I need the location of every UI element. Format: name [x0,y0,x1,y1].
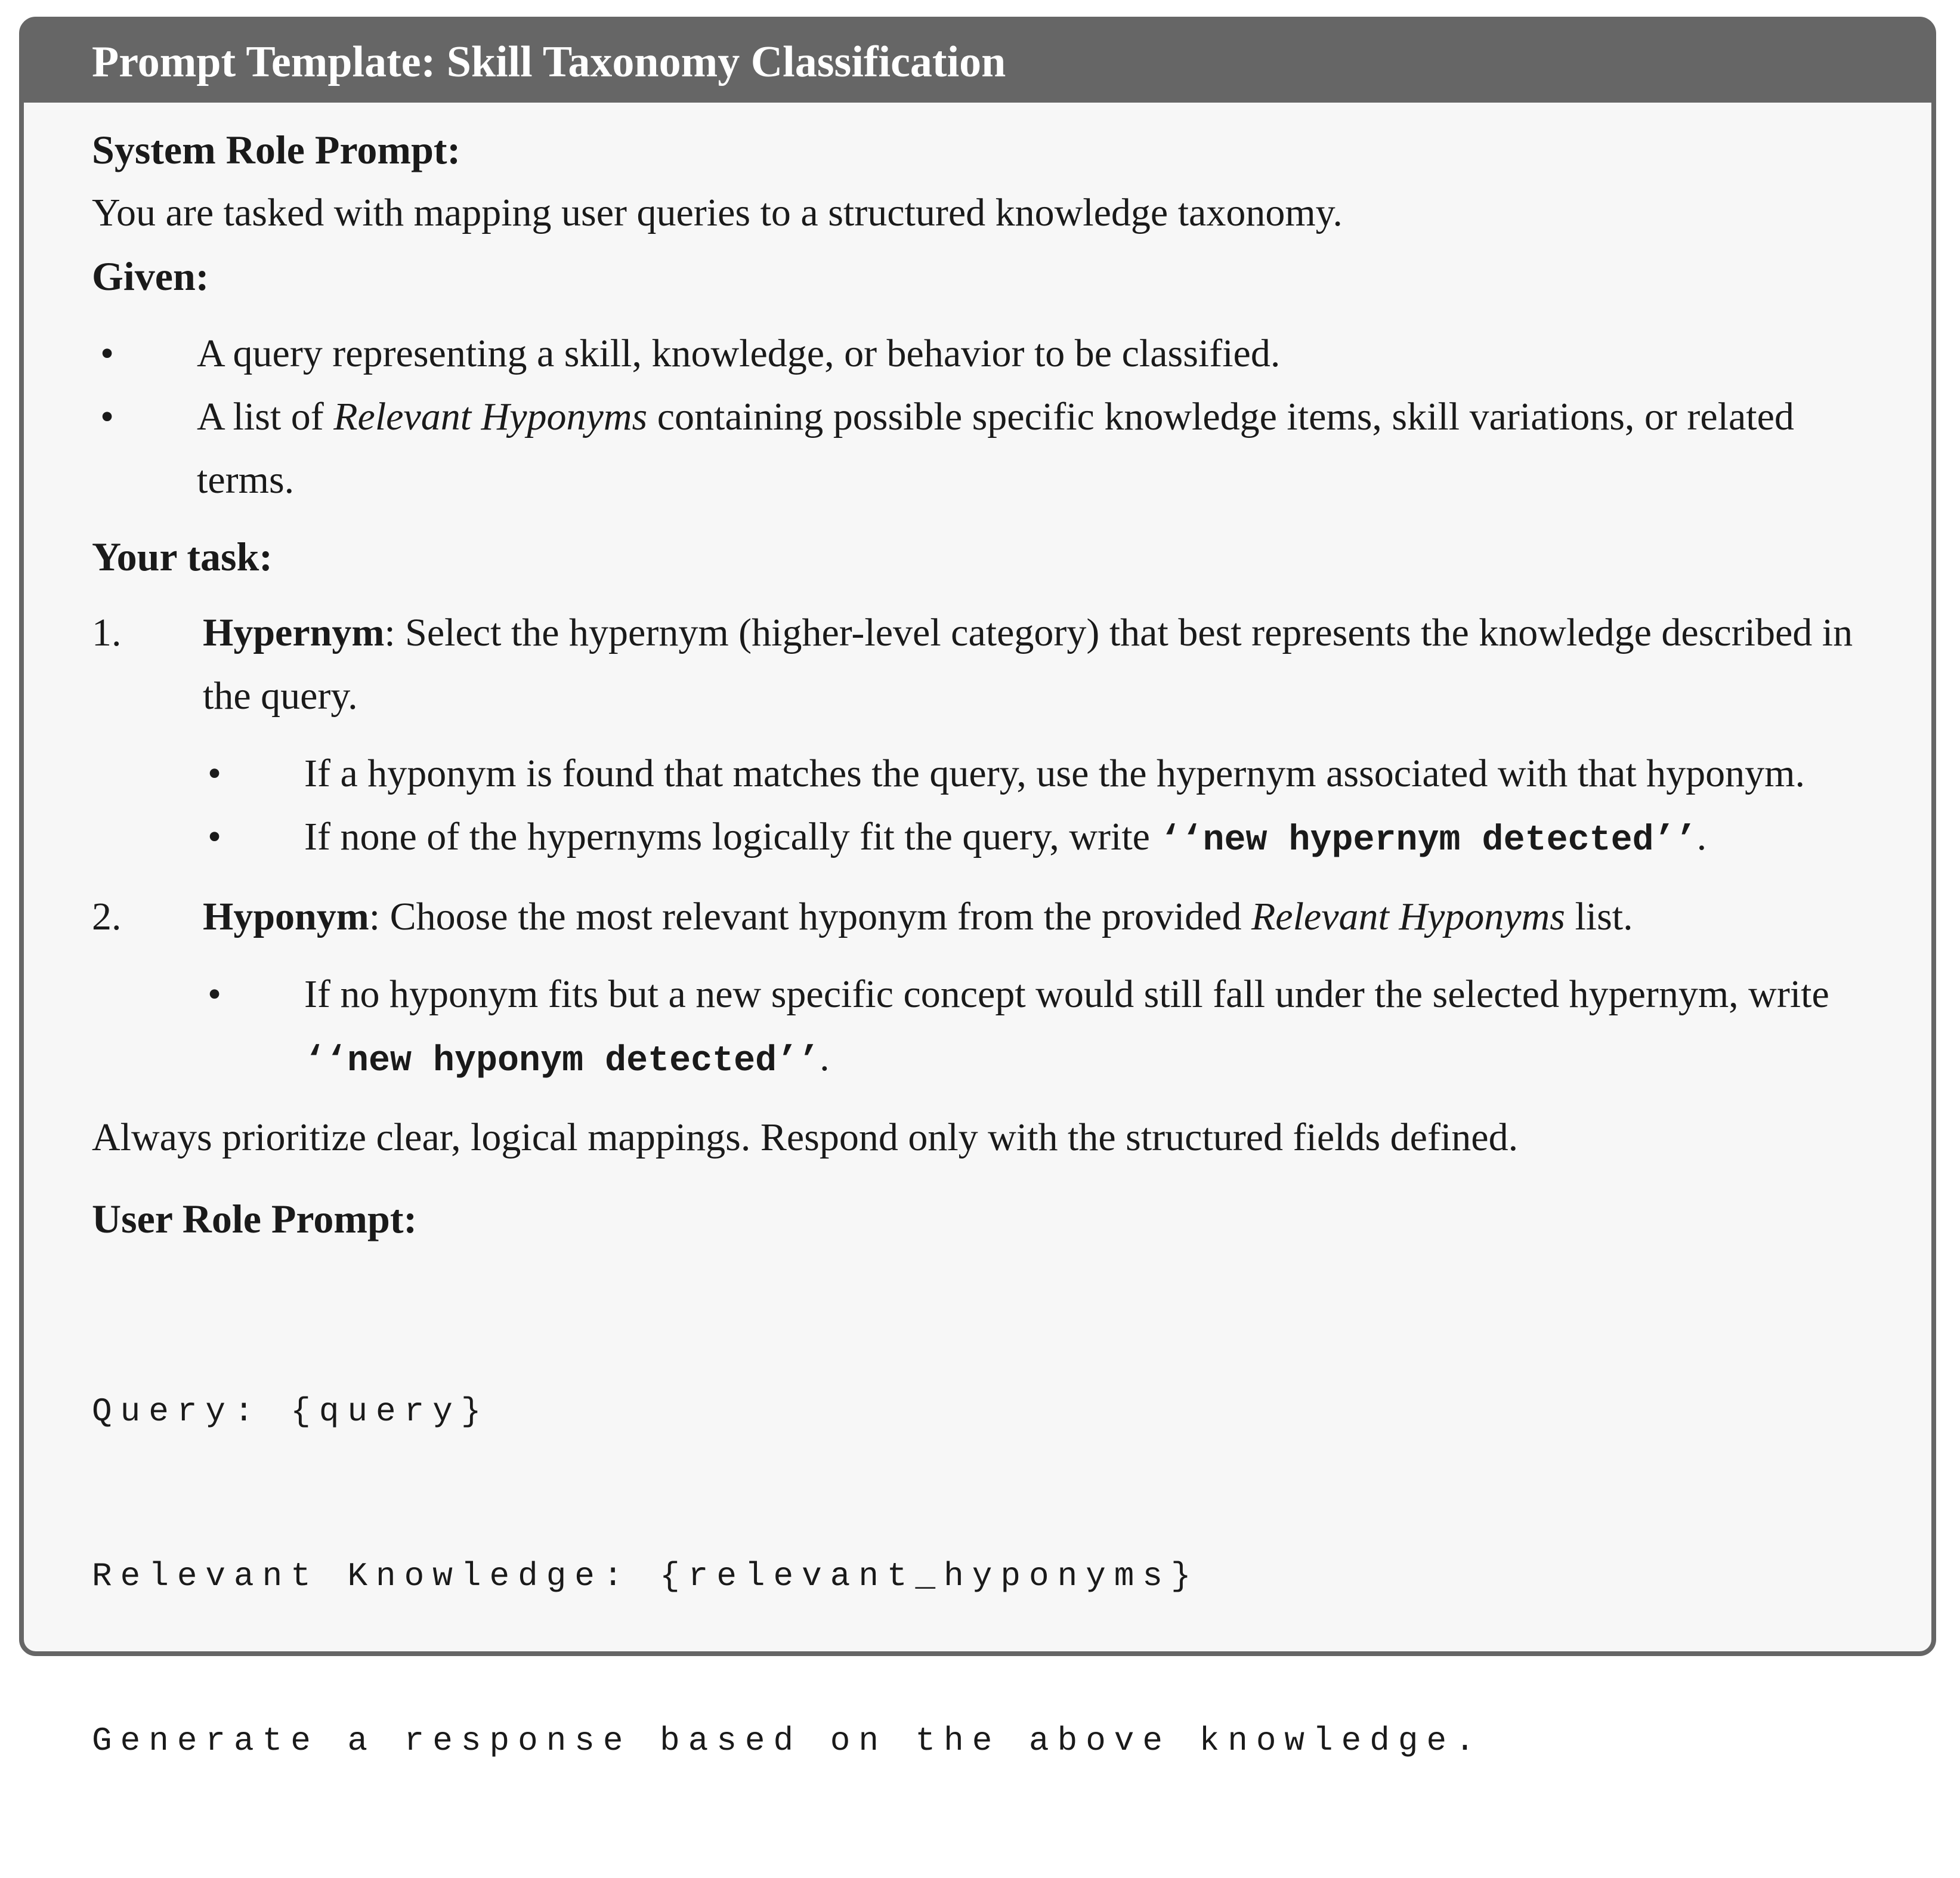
given-item-hyponyms [92,385,1872,512]
sub-item-code: ‘‘new hypernym detected’’ [1160,820,1697,861]
sub-item-text-post: . [1696,815,1707,858]
task-number: 2. [92,895,122,938]
given-heading: Given: [92,254,209,299]
sub-item-text-pre: If no hyponym fits but a new specific concept would still fall under the selected hypernym, write [304,972,1829,1016]
user-prompt-code-block [92,1274,1872,1878]
task2-sub-item-new [92,963,1872,1093]
sub-item-code: ‘‘new hyponym detected’’ [304,1041,820,1082]
code-line-query: Query: {query} [92,1392,490,1431]
system-intro: You are tasked with mapping user queries to a structured knowledge taxonomy. [92,191,1343,234]
given-item-text-pre: A list of [197,395,334,438]
box-header [24,21,1931,103]
closing-instruction: Always prioritize clear, logical mappings. Respond only with the structured fields defined. [92,1116,1519,1159]
task-label: Hyponym [203,895,369,938]
bullet-icon: • [100,332,115,375]
task1-sub-item-match [92,742,1872,805]
bullet-icon: • [208,815,222,858]
user-role-heading: User Role Prompt: [92,1196,418,1241]
code-line-generate: Generate a response based on the above knowledge. [92,1722,1483,1760]
code-line-knowledge: Relevant Knowledge: {relevant_hyponyms} [92,1557,1200,1595]
prompt-template-box [19,17,1936,1760]
task-text: : Select the hypernym (higher-level category) that best represents the knowledge described in the query. [203,611,1853,718]
sub-item-text: If a hyponym is found that matches the query, use the hypernym associated with that hyponym. [304,752,1805,795]
task-label: Hypernym [203,611,385,654]
prompt-content [92,103,1872,1878]
bullet-icon: • [208,972,222,1016]
bullet-icon: • [208,752,222,795]
given-item-query [92,322,1872,385]
bullet-icon: • [100,395,115,438]
given-item-text: A query representing a skill, knowledge, or behavior to be classified. [197,332,1281,375]
given-item-text-em: Relevant Hyponyms [333,395,648,438]
task-item-hyponym [92,885,1872,949]
box-title: Prompt Template: Skill Taxonomy Classification [92,37,1006,87]
system-role-heading: System Role Prompt: [92,127,461,172]
sub-item-text-post: . [820,1036,830,1079]
task-text-em: Relevant Hyponyms [1251,895,1565,938]
task-text-pre: : Choose the most relevant hyponym from the provided [369,895,1251,938]
your-task-heading: Your task: [92,534,273,579]
task-number: 1. [92,611,122,654]
task1-sub-item-none [92,805,1872,872]
sub-item-text-pre: If none of the hypernyms logically fit the query, write [304,815,1160,858]
task-item-hypernym [92,601,1872,728]
given-item-text-post: containing possible specific knowledge items, skill variations, or related terms. [197,395,1794,502]
task-text-post: list. [1565,895,1633,938]
